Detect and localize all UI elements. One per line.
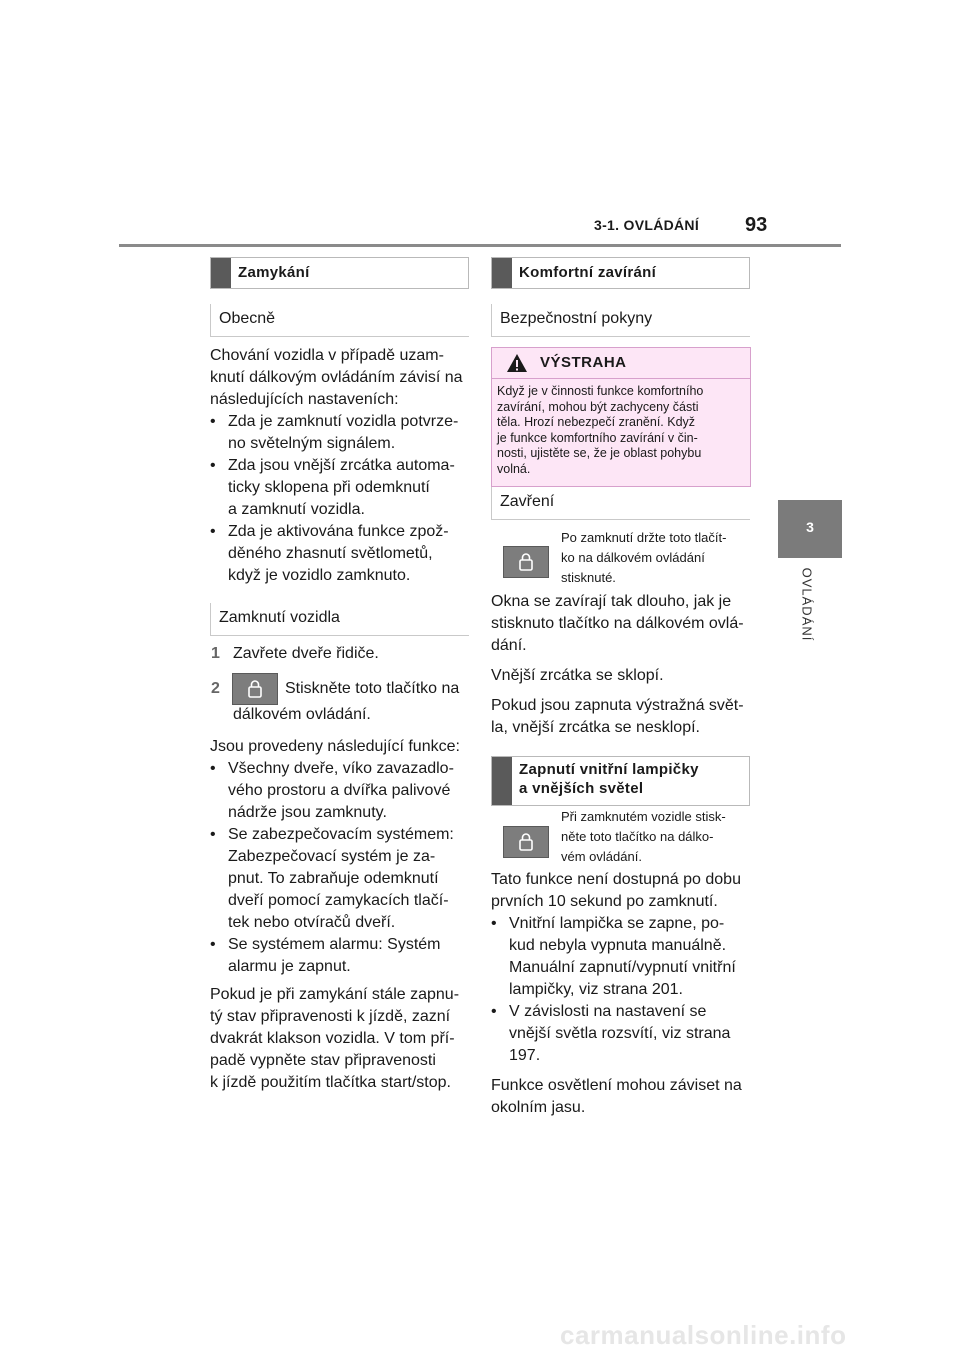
bullet: • Zda jsou vnější zrcátka automa-: [210, 455, 472, 477]
step-1-text: Zavřete dveře řidiče.: [233, 645, 379, 662]
subheading-bezpecnostni-pokyny: Bezpečnostní pokyny: [491, 304, 750, 337]
section-zamykani: [210, 257, 469, 289]
section-tab: [211, 258, 231, 288]
close-instruction: Po zamknutí držte toto tlačít- ko na dálkovém ovládání stisknuté.: [561, 530, 727, 585]
watermark: carmanualsonline.info: [560, 1320, 847, 1350]
warning-title: VÝSTRAHA: [540, 354, 627, 371]
right-lamp-text: Tato funkce není dostupná po dobu prvních 10 sekund po zamknutí. • Vnitřní lampička se zapne, po- kud nebyla vypnuta manuálně. Manuální zapnutí/vypnutí vnitřní lampičky, viz strana 201. • V závislosti na nastavení se vnější světla rozsvítí, viz strana 197. Funkce osvětlení mohou záviset na okolním jasu.: [491, 869, 756, 1119]
right-close-text: Okna se zavírají tak dlouho, jak je stisknuto tlačítko na dálkovém ovlá- dání. Vnější zrcátka se sklopí. Pokud jsou zapnuta výstražná svět- la, vnější zrcátka se nesklopí.: [491, 593, 744, 736]
section-title-line1: Zapnutí vnitřní lampičky: [519, 761, 699, 778]
step-2-text-cont: dálkovém ovládání.: [233, 706, 371, 723]
header-rule: [119, 244, 841, 247]
lock-button-icon: [232, 673, 278, 705]
left-functions: Jsou provedeny následující funkce: • Všechny dveře, víko zavazadlo- vého prostoru a dvířka palivové nádrže jsou zamknuty. • Se zabezpečovacím systémem: Zabezpečovací systém je za- pnut. To zabraňuje odemknutí dveří pomocí zamykacích tlačí- tek nebo otvíračů dveří. • Se systémem alarmu: Systém alarmu je zapnut.: [210, 736, 472, 978]
lock-button-icon: [503, 546, 549, 578]
side-tab-label: OVLÁDÁNÍ: [799, 567, 815, 642]
warning-triangle-icon: [506, 353, 528, 373]
bullet: • Zda je aktivována funkce zpož-: [210, 521, 472, 543]
warning-box: [491, 347, 751, 487]
warning-header: [492, 348, 750, 379]
section-komfortni-zavirani: [491, 257, 750, 289]
lamp-instruction: Při zamknutém vozidle stisk- něte toto tlačítko na dálko- vém ovládání.: [561, 809, 726, 864]
bullet: • Vnitřní lampička se zapne, po-: [491, 913, 756, 935]
bullet: • V závislosti na nastavení se: [491, 1001, 756, 1023]
section-tab: [492, 757, 512, 805]
bullet: • Všechny dveře, víko zavazadlo-: [210, 758, 472, 780]
chapter-title: 3-1. OVLÁDÁNÍ: [594, 217, 700, 233]
side-tab-number: 3: [806, 519, 814, 535]
page-number: 93: [745, 214, 768, 236]
subheading-zavreni: Zavření: [491, 487, 750, 520]
bullet: • Se zabezpečovacím systémem:: [210, 824, 472, 846]
section-zapnuti-lampicky: [491, 756, 750, 806]
bullet: • Se systémem alarmu: Systém: [210, 934, 472, 956]
step-2-number: 2: [211, 680, 220, 697]
warning-text: Když je v činnosti funkce komfortního zavírání, mohou být zachyceny části těla. Hrozí nebezpečí zranění. Když je funkce komfortního zavírání v čin- nosti, ujistěte se, že je oblast pohybu volná.: [497, 384, 704, 476]
section-tab: [492, 258, 512, 288]
section-title: Komfortní zavírání: [519, 264, 657, 281]
step-2-text: Stiskněte toto tlačítko na: [285, 680, 460, 697]
bullet: • Zda je zamknutí vozidla potvrze-: [210, 411, 472, 433]
lock-button-icon: [503, 826, 549, 858]
section-title: Zamykání: [238, 264, 310, 281]
subheading-zamknuti-vozidla: Zamknutí vozidla: [210, 603, 469, 636]
left-intro: Chování vozidla v případě uzam- knutí dálkovým ovládáním závisí na následujících nastaveních: • Zda je zamknutí vozidla potvrze- no světelným signálem. • Zda jsou vnější zrcátka automa- ticky sklopena při odemknutí a zamknutí vozidla. • Zda je aktivována funkce zpož- děného zhasnutí světlometů, když je vozidlo zamknuto.: [210, 345, 472, 587]
left-closing-paragraph: Pokud je při zamykání stále zapnu- tý stav připravenosti k jízdě, zazní dvakrát klakson vozidla. V tom pří- padě vypněte stav připravenosti k jízdě použitím tlačítka start/stop.: [210, 986, 460, 1091]
section-title-line2: a vnějších světel: [519, 780, 644, 797]
step-1-number: 1: [211, 645, 220, 662]
subheading-obecne: Obecně: [210, 304, 469, 337]
